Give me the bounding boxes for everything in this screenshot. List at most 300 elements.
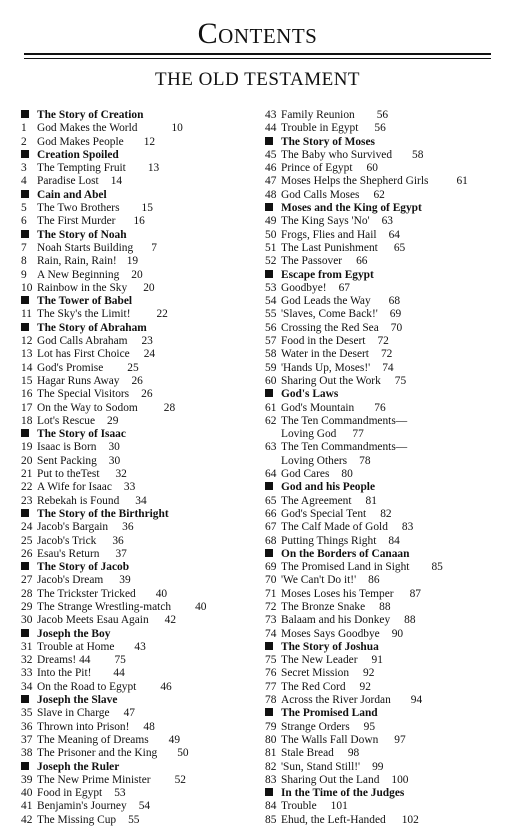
story-number: 17 (21, 401, 33, 414)
story-title: Food in the Desert (281, 335, 366, 348)
story-title: 'Sun, Stand Still!' (281, 760, 361, 773)
toc-entry (265, 654, 510, 667)
section-heading-text: Joseph the Boy (37, 627, 111, 640)
story-title: The Tempting Fruit (37, 162, 126, 175)
page-number: 66 (356, 255, 368, 268)
page-number: 54 (138, 800, 151, 813)
square-bullet-icon (21, 429, 29, 437)
page-number: 95 (363, 720, 376, 733)
title-rule-thick (24, 53, 491, 55)
toc-entry (265, 455, 510, 468)
toc-entry (265, 588, 510, 601)
toc-entry (265, 149, 510, 162)
square-bullet-icon (265, 482, 273, 490)
toc-entry (265, 614, 510, 627)
toc-entry (21, 388, 256, 401)
story-number: 54 (265, 295, 277, 308)
square-bullet-icon (21, 150, 29, 158)
toc-entry (265, 415, 510, 428)
section-heading-text: The Story of Jacob (37, 561, 130, 574)
story-number: 31 (21, 640, 33, 653)
toc-entry (21, 667, 256, 680)
story-title: The Trickster Tricked (37, 587, 136, 600)
toc-entry (265, 535, 510, 548)
page-number: 58 (412, 148, 424, 161)
page-number: 33 (123, 481, 136, 494)
section-heading-text: On the Borders of Canaan (281, 547, 410, 560)
toc-entry (21, 721, 256, 734)
story-number: 9 (21, 268, 27, 281)
story-title: God Calls Moses (281, 188, 360, 201)
page-number: 92 (359, 680, 371, 693)
story-number: 3 (21, 162, 27, 175)
story-number: 79 (265, 720, 277, 733)
page-number: 62 (373, 188, 385, 201)
toc-entry (265, 574, 510, 587)
page-number: 36 (112, 534, 124, 547)
story-number: 18 (21, 414, 33, 427)
story-title: God's Mountain (281, 401, 355, 414)
story-number: 16 (21, 388, 33, 401)
story-number: 4 (21, 175, 27, 188)
story-number: 46 (265, 162, 277, 175)
story-title: Prince of Egypt (281, 162, 353, 175)
toc-entry (265, 335, 510, 348)
page-number: 15 (141, 202, 153, 215)
section-heading (265, 707, 510, 720)
page-number: 94 (410, 694, 423, 707)
page-number: 63 (381, 215, 393, 228)
story-number: 80 (265, 733, 277, 746)
story-title: Ehud, the Left-Handed (281, 813, 386, 826)
story-number: 39 (21, 773, 33, 786)
toc-entry (21, 747, 256, 760)
toc-entry (265, 402, 510, 415)
toc-entry (265, 162, 510, 175)
section-heading-text: In the Time of the Judges (281, 787, 405, 800)
story-number: 61 (265, 401, 277, 414)
story-title: Crossing the Red Sea (281, 321, 379, 334)
toc-entry (265, 308, 510, 321)
story-number: 45 (265, 148, 277, 161)
story-title: Putting Things Right (281, 534, 377, 547)
story-title: The Ten Commandments— (281, 441, 408, 454)
story-title: Water in the Desert (281, 348, 369, 361)
page-number: 47 (123, 707, 135, 720)
section-heading (21, 628, 256, 641)
section-heading (21, 295, 256, 308)
section-heading-text: Cain and Abel (37, 188, 107, 201)
toc-entry (21, 308, 256, 321)
page-number: 98 (347, 747, 360, 760)
section-heading-text: God's Laws (281, 388, 339, 401)
story-number: 51 (265, 241, 277, 254)
story-title: The Promised Land in Sight (281, 561, 410, 574)
story-number: 34 (21, 680, 33, 693)
page-number: 48 (143, 720, 155, 733)
toc-entry (265, 734, 510, 747)
story-title: Put to theTest (37, 468, 100, 481)
page-number: 19 (126, 255, 139, 268)
story-number: 32 (21, 654, 33, 667)
story-title: A Wife for Isaac (37, 481, 112, 494)
story-number: 72 (265, 600, 277, 613)
story-number: 59 (265, 361, 277, 374)
story-title: The Ten Commandments— (281, 414, 408, 427)
page-number: 20 (131, 268, 143, 281)
section-heading-text: The Story of Moses (281, 135, 375, 148)
story-title: God Calls Abraham (37, 335, 128, 348)
toc-entry (21, 654, 256, 667)
page-number: 81 (365, 494, 377, 507)
page-number: 76 (374, 401, 386, 414)
page-number: 53 (114, 787, 126, 800)
section-heading-text: The Story of the Birthright (37, 507, 169, 520)
story-number: 28 (21, 587, 33, 600)
toc-entry (21, 215, 256, 228)
square-bullet-icon (21, 695, 29, 703)
story-number: 64 (265, 468, 277, 481)
title-rule-thin (24, 58, 491, 59)
story-title: Strange Orders (281, 720, 350, 733)
toc-entry (21, 122, 256, 135)
page-number: 24 (143, 348, 156, 361)
toc-entry (21, 814, 256, 827)
story-number: 78 (265, 694, 277, 707)
story-number: 5 (21, 202, 27, 215)
story-number: 19 (21, 441, 33, 454)
story-number: 67 (265, 521, 277, 534)
page-number: 10 (171, 122, 183, 135)
story-title: On the Way to Sodom (37, 401, 138, 414)
square-bullet-icon (21, 230, 29, 238)
toc-entry (265, 521, 510, 534)
square-bullet-icon (21, 509, 29, 517)
page-number: 55 (128, 813, 140, 826)
toc-entry (21, 402, 256, 415)
story-title: The Two Brothers (37, 202, 120, 215)
toc-entry (21, 787, 256, 800)
story-number: 6 (21, 215, 27, 228)
square-bullet-icon (21, 562, 29, 570)
story-title: Balaam and his Donkey (281, 614, 391, 627)
story-title: The New Prime Minister (37, 773, 151, 786)
toc-entry (21, 548, 256, 561)
toc-entry (21, 521, 256, 534)
section-heading (265, 269, 510, 282)
square-bullet-icon (21, 190, 29, 198)
page-number: 91 (371, 654, 383, 667)
story-title: The Last Punishment (281, 241, 378, 254)
toc-entry (21, 282, 256, 295)
toc-entry (265, 681, 510, 694)
section-heading (21, 761, 256, 774)
story-title: Sharing Out the Work (281, 374, 381, 387)
page-number: 36 (122, 521, 134, 534)
story-number: 82 (265, 760, 277, 773)
square-bullet-icon (265, 642, 273, 650)
story-number: 11 (21, 308, 32, 321)
page-number: 86 (368, 574, 380, 587)
page-number: 67 (338, 281, 350, 294)
story-title: Hagar Runs Away (37, 374, 120, 387)
section-heading (21, 189, 256, 202)
story-number: 8 (21, 255, 27, 268)
story-title: Jacob's Trick (37, 534, 97, 547)
right-column (265, 109, 510, 827)
toc-entry (265, 375, 510, 388)
section-heading-text: The Story of Isaac (37, 428, 126, 441)
square-bullet-icon (265, 708, 273, 716)
story-number: 38 (21, 747, 33, 760)
toc-entry (265, 628, 510, 641)
story-number: 30 (21, 614, 33, 627)
story-title: Rebekah is Found (37, 494, 120, 507)
page-number: 40 (155, 587, 168, 600)
story-title: Family Reunion (281, 109, 355, 121)
story-title: Rain, Rain, Rain! (37, 255, 117, 268)
section-heading-text: The Promised Land (281, 707, 378, 720)
section-title: THE OLD TESTAMENT (154, 69, 361, 90)
square-bullet-icon (265, 203, 273, 211)
toc-entry (21, 800, 256, 813)
story-title: The Agreement (281, 494, 352, 507)
story-number: 21 (21, 468, 33, 481)
story-title: The Bronze Snake (281, 600, 366, 613)
page-number: 78 (359, 454, 371, 467)
story-number: 71 (265, 587, 277, 600)
page-number: 46 (160, 680, 172, 693)
toc-entry (21, 641, 256, 654)
story-number: 2 (21, 135, 27, 148)
story-title: Isaac is Born (37, 441, 97, 454)
story-number: 81 (265, 747, 277, 760)
page-number: 84 (388, 534, 400, 547)
page-number: 56 (376, 109, 389, 121)
story-number: 14 (21, 361, 33, 374)
square-bullet-icon (265, 788, 273, 796)
toc-entry (265, 814, 510, 827)
story-title: The Passover (281, 255, 343, 268)
square-bullet-icon (21, 323, 29, 331)
story-title: Jacob Meets Esau Again (37, 614, 149, 627)
page-number: 85 (431, 561, 443, 574)
square-bullet-icon (265, 389, 273, 397)
toc-entry (265, 295, 510, 308)
story-title: Noah Starts Building (37, 241, 134, 254)
story-title: The First Murder (37, 215, 116, 228)
square-bullet-icon (265, 549, 273, 557)
story-number: 25 (21, 534, 33, 547)
story-number: 15 (21, 374, 33, 387)
toc-entry (21, 441, 256, 454)
story-title: Jacob's Bargain (37, 521, 109, 534)
section-heading (21, 149, 256, 162)
page-number: 72 (380, 348, 393, 361)
story-title: The Special Visitors (37, 388, 130, 401)
story-title: God's Special Tent (281, 507, 367, 520)
page-number: 26 (131, 374, 143, 387)
page-number: 97 (394, 733, 406, 746)
section-heading-text: Escape from Egypt (281, 268, 374, 281)
section-heading (265, 787, 510, 800)
page-number: 16 (133, 215, 145, 228)
page-number: 92 (363, 667, 375, 680)
page-number: 13 (147, 162, 160, 175)
story-title: The Strange Wrestling-match (37, 600, 172, 613)
page-number: 49 (168, 733, 181, 746)
toc-entry (21, 535, 256, 548)
story-number: 68 (265, 534, 277, 547)
toc-entry (21, 495, 256, 508)
toc-entry (21, 202, 256, 215)
page-number: 56 (374, 122, 386, 135)
story-title: Esau's Return (37, 547, 100, 560)
toc-entry (21, 734, 256, 747)
story-number: 50 (265, 228, 277, 241)
story-number: 66 (265, 507, 277, 520)
toc-entry (265, 800, 510, 813)
section-heading (21, 694, 256, 707)
toc-entry (265, 667, 510, 680)
section-heading-text: Creation Spoiled (37, 148, 119, 161)
story-title: Moses Loses his Temper (281, 587, 394, 600)
page-number: 29 (107, 414, 119, 427)
toc-entry (21, 601, 256, 614)
left-column (21, 109, 256, 827)
square-bullet-icon (21, 762, 29, 770)
story-title: Lot has First Choice (37, 348, 130, 361)
page-number: 68 (388, 295, 401, 308)
story-number: 56 (265, 321, 277, 334)
story-title: The Missing Cup (37, 813, 117, 826)
story-number: 83 (265, 773, 277, 786)
toc-entry (21, 614, 256, 627)
story-number: 70 (265, 574, 277, 587)
story-number: 40 (21, 787, 33, 800)
toc-entry (21, 481, 256, 494)
story-number: 47 (265, 175, 277, 188)
page-number: 88 (379, 600, 391, 613)
story-number: 1 (21, 122, 27, 135)
story-title: Rainbow in the Sky (37, 281, 128, 294)
story-number: 49 (265, 215, 277, 228)
story-number: 84 (265, 800, 277, 813)
toc-entry (265, 747, 510, 760)
toc-entry (265, 322, 510, 335)
section-heading-text: The Story of Noah (37, 228, 127, 241)
section-heading-text: Joseph the Slave (37, 694, 118, 707)
page-number: 52 (174, 773, 186, 786)
story-title: Moses Helps the Shepherd Girls (281, 175, 429, 188)
story-title: God Leads the Way (281, 295, 371, 308)
section-heading-text: Moses and the King of Egypt (281, 202, 422, 215)
story-title: Trouble at Home (37, 640, 115, 653)
section-heading (265, 481, 510, 494)
toc-entry (21, 175, 256, 188)
page-number: 42 (164, 614, 177, 627)
page-number: 82 (380, 507, 392, 520)
toc-entry (21, 335, 256, 348)
story-number: 12 (21, 335, 33, 348)
toc-entry (265, 362, 510, 375)
story-title: Jacob's Dream (37, 574, 104, 587)
story-number: 65 (265, 494, 277, 507)
section-heading (265, 388, 510, 401)
page-number: 50 (177, 747, 189, 760)
story-number: 24 (21, 521, 33, 534)
page-number: 99 (372, 760, 384, 773)
section-heading (21, 428, 256, 441)
toc-entry (265, 441, 510, 454)
toc-entry (265, 229, 510, 242)
page-number: 75 (394, 374, 407, 387)
story-title: 'Hands Up, Moses!' (281, 361, 371, 374)
toc-entry (265, 282, 510, 295)
page-number: 72 (377, 335, 389, 348)
square-bullet-icon (21, 629, 29, 637)
section-heading (265, 202, 510, 215)
page-number: 37 (115, 547, 127, 560)
toc-entry (21, 348, 256, 361)
section-heading (21, 229, 256, 242)
page-number: 43 (134, 640, 146, 653)
section-heading (21, 109, 256, 122)
story-title: God's Promise (37, 361, 104, 374)
story-number: 85 (265, 813, 277, 826)
toc-entry (265, 508, 510, 521)
story-title: On the Road to Egypt (37, 680, 137, 693)
story-number: 22 (21, 481, 33, 494)
toc-entry (21, 136, 256, 149)
story-number: 77 (265, 680, 277, 693)
section-heading-text: The Story of Abraham (37, 321, 147, 334)
story-title: The Red Cord (281, 680, 346, 693)
story-number: 43 (265, 109, 277, 121)
story-title: Trouble in Egypt (281, 122, 359, 135)
story-title: The Calf Made of Gold (281, 521, 388, 534)
section-heading (265, 548, 510, 561)
toc-entry (265, 761, 510, 774)
toc-entry (265, 175, 510, 188)
section-heading-text: The Story of Creation (37, 109, 144, 121)
story-title: The King Says 'No' (281, 215, 370, 228)
story-title: The New Leader (281, 654, 358, 667)
page-number: 12 (143, 135, 156, 148)
section-heading (265, 136, 510, 149)
page-number: 44 (113, 667, 125, 680)
story-title: Sent Packing (37, 454, 97, 467)
story-title: Paradise Lost (37, 175, 99, 188)
story-title: Stale Bread (281, 747, 334, 760)
page-title: Contents (197, 17, 318, 50)
story-title: Slave in Charge (37, 707, 110, 720)
story-number: 57 (265, 335, 277, 348)
page-number: 32 (115, 468, 127, 481)
story-title: Trouble (281, 800, 317, 813)
story-number: 73 (265, 614, 277, 627)
page-number: 65 (393, 241, 406, 254)
toc-entry (21, 269, 256, 282)
toc-entry (21, 362, 256, 375)
story-number: 37 (21, 733, 33, 746)
story-title: Food in Egypt (37, 787, 103, 800)
toc-entry (21, 774, 256, 787)
section-heading (21, 322, 256, 335)
story-number: 55 (265, 308, 277, 321)
toc-entry (265, 215, 510, 228)
section-heading (265, 641, 510, 654)
